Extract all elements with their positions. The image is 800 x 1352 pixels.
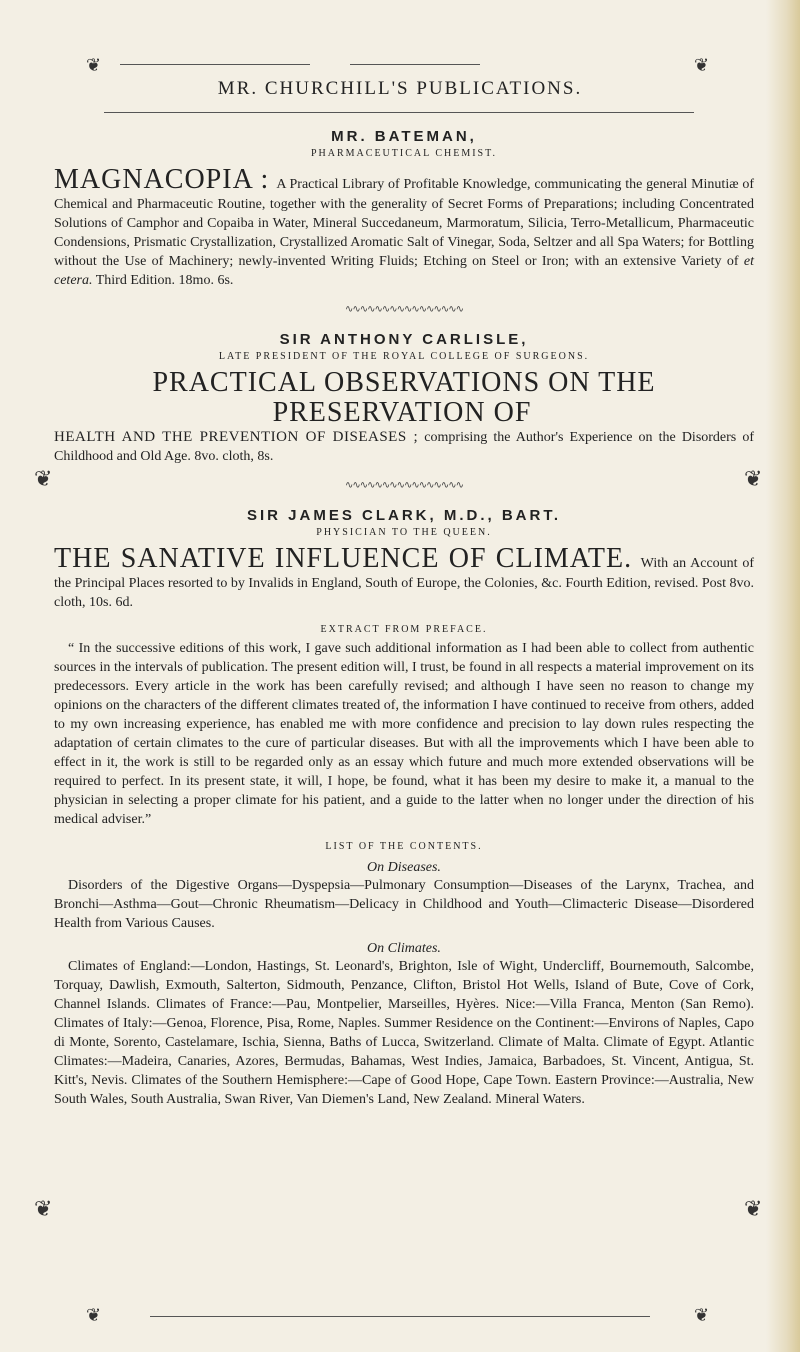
climates-heading: On Climates. — [367, 941, 441, 956]
corner-fleuron-top-left-icon: ❦ — [86, 55, 102, 75]
edition-price: Third Edition. 18mo. 6s. — [95, 273, 234, 288]
entry-body — [54, 544, 754, 612]
author-name: MR. BATEMAN, — [331, 128, 477, 145]
author-role: PHYSICIAN TO THE QUEEN. — [316, 527, 492, 538]
author-name: SIR ANTHONY CARLISLE, — [279, 331, 529, 348]
book-title: PRACTICAL OBSERVATIONS ON THE PRESERVATION OF — [152, 367, 656, 428]
section-divider: ∿∿∿∿∿∿∿∿∿∿∿∿∿∿∿∿ — [344, 304, 464, 315]
book-description: A Practical Library of Profitable Knowledge, communicating the general Minutiæ of Chemical and Pharmaceutic Routine, together with the generality of Secret Forms of Preparations; including Concentrated Solutions of Camphor and Copaiba in Water, Mineral Succedaneum, Marmoratum, Silicia, Terro-Metallicum, Pharmaceutic Condensions, Prismatic Crystallization, Crystallized Aromatic Salt of Vinegar, Soda, Seltzer and all Spa Waters; for Bottling without the Use of Machinery; newly-invented Writing Fluids; Etching on Steel or Iron; with an extensive Variety of — [54, 177, 755, 269]
section-divider: ∿∿∿∿∿∿∿∿∿∿∿∿∿∿∿∿ — [344, 480, 464, 491]
entry-carlisle — [54, 331, 754, 466]
side-fleuron-right-lower-icon: ❦ — [744, 1196, 763, 1221]
diseases-heading: On Diseases. — [367, 860, 441, 875]
side-fleuron-right-icon: ❦ — [744, 466, 763, 491]
author-name: SIR JAMES CLARK, M.D., BART. — [246, 507, 561, 524]
corner-fleuron-bottom-right-icon: ❦ — [694, 1305, 710, 1325]
header-rule — [104, 112, 694, 113]
running-title: MR. CHURCHILL'S PUBLICATIONS. — [217, 78, 583, 99]
diseases-list: Disorders of the Digestive Organs—Dyspepsia—Pulmonary Consumption—Diseases of the Larynx, Trachea, and Bronchi—Asthma—Gout—Chronic Rheumatism—Delicacy in Childhood and Youth—Climacteric Disease—Disordered Health from Various Causes. — [54, 878, 754, 931]
climates-list: Climates of England:—London, Hastings, St. Leonard's, Brighton, Isle of Wight, Undercliff, Bournemouth, Salcombe, Torquay, Dawlish, Exmouth, Salterton, Sidmouth, Penzance, Clifton, Bristol Hot Wells, Island of Bute, Cove of Cork, Channel Islands. Climates of France:—Pau, Montpelier, Marseilles, Hyères. Nice:—Villa Franca, Menton (San Remo). Climates of Italy:—Genoa, Florence, Pisa, Rome, Naples. Summer Residence on the Continent:—Environs of Naples, Capo di Monte, Sorento, Castelamare, Ischia, Sienna, Baths of Lucca, Switzerland. Climate of Malta. Climate of Egypt. Atlantic Climates:—Madeira, Canaries, Azores, Bermudas, Bahamas, West Indies, Jamaica, Barbadoes, St. Vincent, Antigua, St. Kitt's, Nevis. Climates of the Southern Hemisphere:—Cape of Good Hope, Cape Town. Eastern Province:—Australia, New South Wales, South Australia, Swan River, Van Diemen's Land, New Zealand. Mineral Waters. — [54, 959, 754, 1107]
side-fleuron-left-lower-icon: ❦ — [34, 1196, 53, 1221]
side-fleuron-left-icon: ❦ — [34, 466, 53, 491]
etcetera: et cetera. — [54, 254, 754, 288]
entry-body — [54, 165, 754, 290]
entry-bateman — [54, 128, 754, 290]
bottom-rule — [150, 1316, 650, 1317]
preface-text: “ In the successive editions of this work, I gave such additional information as I had been able to collect from authentic sources in the intervals of publication. The present edition will, I trust, be found in all respects a material improvement on its predecessors. Every article in the work has been carefully revised; and although I have seen no reason to change my opinions on the characters of the different climates treated of, the information I have continued to receive from others, added to my own increasing experience, has enabled me with more confidence and precision to lay down rules respecting the adaptation of certain climates to the cure of particular diseases. But with all the improvements which I have been able to effect in it, the work is still to be regarded only as an essay which future and much more extended observations will be required to perfect. In its present state, it will, I hope, be found, what it has been my desire to make it, a manual to the physician in selecting a proper climate for his patient, and a guide to the latter when no longer under the direction of his medical adviser.” — [54, 641, 754, 827]
top-rule-right — [350, 64, 480, 65]
corner-fleuron-bottom-left-icon: ❦ — [86, 1305, 102, 1325]
contents-heading: LIST OF THE CONTENTS. — [325, 841, 483, 852]
entry-clark — [54, 507, 754, 1109]
book-description: comprising the Author's Experience on the Disorders of Childhood and Old Age. 8vo. cloth, 8s. — [54, 430, 755, 464]
entry-body — [54, 428, 754, 466]
book-title: MAGNACOPIA : — [54, 164, 270, 195]
book-subtitle: HEALTH AND THE PREVENTION OF DISEASES ; — [54, 429, 419, 445]
catalogue-content — [54, 128, 754, 1109]
book-description: With an Account of the Principal Places resorted to by Invalids in England, South of Europe, the Colonies, &c. Fourth Edition, revised. Post 8vo. cloth, 10s. 6d. — [54, 556, 754, 610]
page-edge — [766, 0, 800, 1352]
corner-fleuron-top-right-icon: ❦ — [694, 55, 710, 75]
author-role: PHARMACEUTICAL CHEMIST. — [310, 148, 497, 159]
top-rule-left — [120, 64, 310, 65]
book-title: THE SANATIVE INFLUENCE OF CLIMATE. — [54, 543, 633, 574]
entry-title-line — [54, 368, 754, 428]
author-role: LATE PRESIDENT OF THE ROYAL COLLEGE OF SURGEONS. — [218, 351, 590, 362]
preface-heading: EXTRACT FROM PREFACE. — [320, 624, 488, 635]
